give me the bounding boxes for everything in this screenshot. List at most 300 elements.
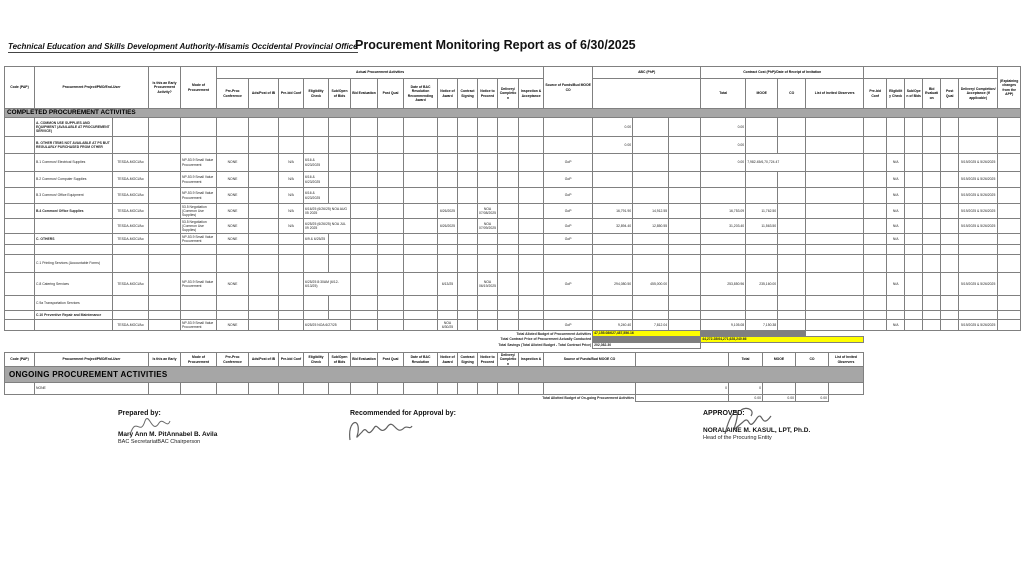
cell: Total Savings (Total Alloted Budget - Total Contract Price) — [498, 343, 592, 348]
cell — [633, 137, 669, 154]
cell — [279, 311, 304, 320]
cell — [941, 154, 959, 172]
cell — [864, 172, 887, 188]
cell — [351, 320, 378, 331]
cell: N/A — [279, 188, 304, 204]
cell — [279, 245, 304, 255]
cell — [796, 383, 829, 395]
section-band: COMPLETED PROCUREMENT ACTIVITIES — [5, 109, 1021, 118]
cell — [864, 296, 887, 311]
cell — [887, 137, 905, 154]
column-header: Pre-Proc Conference — [217, 353, 249, 367]
header-group-row — [5, 67, 1021, 79]
cell — [5, 245, 35, 255]
cell — [923, 234, 941, 245]
approved-role: Head of the Procuring Entity — [703, 435, 772, 441]
cell: B.1 Common/ Electrical Supplies — [35, 154, 113, 172]
cell — [519, 245, 544, 255]
cell: NONE — [217, 204, 249, 219]
cell — [35, 219, 113, 234]
cell: NONE — [35, 383, 149, 395]
cell — [181, 311, 217, 320]
cell — [249, 255, 279, 273]
cell — [181, 137, 217, 154]
cell — [149, 273, 181, 296]
cell — [249, 219, 279, 234]
cell — [519, 273, 544, 296]
table-row — [5, 311, 1021, 320]
cell — [351, 172, 378, 188]
cell — [351, 296, 378, 311]
cell — [864, 154, 887, 172]
cell — [113, 118, 149, 137]
column-header: (Explaining changes from the APP) — [998, 67, 1021, 109]
column-header: Source of Funds/Bud MOOE CO — [544, 353, 636, 367]
cell: N/A — [887, 172, 905, 188]
cell — [544, 311, 593, 320]
cell: 11,762.50 — [746, 204, 778, 219]
cell — [404, 188, 438, 204]
column-header: Post Qual — [941, 79, 959, 109]
cell — [149, 137, 181, 154]
cell: 47,155.08/627,487,556.16 — [593, 331, 701, 337]
cell — [5, 234, 35, 245]
cell — [458, 320, 478, 331]
cell: C.9a Transportation Services — [35, 296, 113, 311]
cell — [941, 118, 959, 137]
cell — [5, 118, 35, 137]
cell — [923, 255, 941, 273]
cell: 0.00 — [763, 395, 796, 402]
cell — [304, 311, 329, 320]
recommended-block — [350, 410, 570, 417]
cell — [404, 137, 438, 154]
cell: 44,272.28/64,271,628,240.66 — [701, 337, 864, 343]
cell — [544, 118, 593, 137]
column-header: Sub/Open of Bids — [329, 353, 351, 367]
cell — [279, 118, 304, 137]
cell — [864, 245, 887, 255]
cell — [905, 296, 923, 311]
cell — [669, 137, 701, 154]
cell — [378, 296, 404, 311]
cell — [864, 343, 887, 349]
cell — [941, 219, 959, 234]
cell — [941, 311, 959, 320]
cell — [217, 255, 249, 273]
cell — [636, 395, 729, 402]
cell — [249, 188, 279, 204]
column-header: Bid Evaluation — [351, 79, 378, 109]
cell — [149, 118, 181, 137]
cell — [829, 383, 864, 395]
cell — [669, 255, 701, 273]
column-header: Eligibility Check — [887, 79, 905, 109]
cell — [941, 204, 959, 219]
recommended-label: Recommended for Approval by: — [350, 410, 456, 417]
cell — [864, 67, 998, 79]
cell: N/A — [279, 219, 304, 234]
cell: C.8 Catering Services — [35, 273, 113, 296]
cell — [778, 311, 806, 320]
cell: 6/16 & 6/23/2025 — [304, 154, 329, 172]
cell — [544, 383, 636, 395]
cell — [519, 383, 544, 395]
cell — [746, 137, 778, 154]
cell — [669, 188, 701, 204]
cell — [329, 245, 351, 255]
cell — [458, 311, 478, 320]
cell — [478, 383, 498, 395]
cell — [941, 320, 959, 331]
cell — [217, 311, 249, 320]
cell: C.1 Printing Services (Accountable Forms) — [35, 255, 113, 273]
column-header: Code (PAP) — [5, 353, 35, 367]
cell — [378, 204, 404, 219]
cell: 11,563.50 — [746, 219, 778, 234]
cell: N/A — [887, 273, 905, 296]
column-header: Ads/Post of IB — [249, 79, 279, 109]
cell — [806, 311, 864, 320]
cell — [593, 154, 633, 172]
cell: C.10 Preventive Repair and Maintenance — [35, 311, 113, 320]
cell — [959, 245, 998, 255]
cell — [746, 188, 778, 204]
cell — [378, 219, 404, 234]
cell — [249, 172, 279, 188]
cell — [778, 255, 806, 273]
cell — [458, 118, 478, 137]
cell — [5, 219, 35, 234]
cell — [544, 245, 593, 255]
cell — [438, 118, 458, 137]
cell — [746, 172, 778, 188]
cell: NOA 07/09/2025 — [478, 219, 498, 234]
cell — [5, 255, 35, 273]
cell — [778, 137, 806, 154]
cell — [351, 154, 378, 172]
cell — [746, 296, 778, 311]
cell — [806, 245, 864, 255]
column-header: MOOE — [763, 353, 796, 367]
cell — [304, 245, 329, 255]
cell: 0.00 — [796, 395, 829, 402]
cell — [905, 118, 923, 137]
cell — [998, 311, 1021, 320]
cell — [778, 296, 806, 311]
column-header: Procurement Project/PMO/End-User — [35, 67, 149, 109]
cell: N/A — [279, 204, 304, 219]
cell — [149, 188, 181, 204]
cell — [458, 188, 478, 204]
cell — [279, 383, 304, 395]
cell — [458, 245, 478, 255]
cell: 6/9 & 6/25/25 — [304, 234, 329, 245]
cell: NP-53.9 Small Value Procurement — [181, 154, 217, 172]
column-header: Mode of Procurement — [181, 353, 217, 367]
cell — [249, 154, 279, 172]
cell — [864, 311, 887, 320]
cell — [593, 255, 633, 273]
cell: 0 — [636, 383, 729, 395]
cell — [887, 296, 905, 311]
cell: NONE — [217, 172, 249, 188]
cell — [498, 137, 519, 154]
cell — [701, 311, 746, 320]
column-header: Notice of Award — [438, 79, 458, 109]
cell — [959, 343, 998, 349]
cell — [181, 255, 217, 273]
cell — [351, 383, 378, 395]
cell — [458, 219, 478, 234]
cell — [5, 311, 35, 320]
cell — [304, 296, 329, 311]
cell — [458, 234, 478, 245]
cell — [304, 383, 329, 395]
cell — [806, 188, 864, 204]
cell — [438, 296, 458, 311]
cell — [864, 219, 887, 234]
cell: Contract Cost (PhP)/Date of Receipt of Invitation — [701, 67, 864, 79]
cell — [378, 273, 404, 296]
cell — [458, 255, 478, 273]
cell — [249, 383, 279, 395]
cell — [378, 245, 404, 255]
cell — [458, 137, 478, 154]
cell: 31,203.40 — [701, 219, 746, 234]
table-row — [5, 188, 1021, 204]
cell — [217, 383, 249, 395]
cell — [181, 118, 217, 137]
cell — [249, 118, 279, 137]
cell — [458, 154, 478, 172]
cell: Actual Procurement Activities — [217, 67, 544, 79]
cell — [593, 245, 633, 255]
cell — [701, 296, 746, 311]
cell — [998, 255, 1021, 273]
cell — [746, 343, 778, 349]
cell — [329, 188, 351, 204]
cell: 253,850.96 — [701, 273, 746, 296]
cell — [998, 204, 1021, 219]
cell: NONE — [217, 219, 249, 234]
cell — [5, 154, 35, 172]
cell — [519, 204, 544, 219]
cell — [633, 296, 669, 311]
cell: NP-53.9 Small Value Procurement — [181, 172, 217, 188]
cell — [519, 296, 544, 311]
cell — [746, 311, 778, 320]
cell — [304, 255, 329, 273]
cell — [701, 255, 746, 273]
column-header: Post Qual — [378, 353, 404, 367]
total-ongoing-row — [5, 395, 864, 402]
cell — [923, 311, 941, 320]
cell: Total Alloted Budget of Procurement Activities — [516, 331, 592, 336]
cell — [669, 296, 701, 311]
cell — [746, 118, 778, 137]
cell — [458, 172, 478, 188]
cell: 0.00 — [729, 395, 763, 402]
cell: NONE — [217, 154, 249, 172]
cell — [905, 219, 923, 234]
cell: 0.00 — [701, 118, 746, 137]
column-header: Total — [701, 79, 746, 109]
cell: 5/19/2025 & 5/26/2025 — [959, 219, 998, 234]
cell: NP-53.9 Small Value Procurement — [181, 234, 217, 245]
cell — [149, 234, 181, 245]
cell: B.3 Common/ Office Equipment — [35, 188, 113, 204]
cell — [404, 172, 438, 188]
cell — [806, 172, 864, 188]
cell — [905, 137, 923, 154]
report-title: Procurement Monitoring Report as of 6/30/2025 — [355, 38, 636, 52]
column-header: Procurement Project/PMO/End-User — [35, 353, 149, 367]
cell — [778, 343, 806, 349]
cell — [458, 273, 478, 296]
cell — [404, 311, 438, 320]
cell — [404, 219, 438, 234]
cell: NONE — [217, 188, 249, 204]
table-row — [5, 219, 1021, 234]
cell: B.4 Common/ Office Supplies — [35, 204, 113, 219]
cell — [149, 383, 181, 395]
cell — [378, 255, 404, 273]
column-header: Date of BAC Resolution — [404, 353, 438, 367]
cell — [669, 311, 701, 320]
cell — [5, 204, 35, 219]
cell: 32,894.40 — [593, 219, 633, 234]
cell — [806, 137, 864, 154]
cell — [404, 320, 438, 331]
cell: NP-53.9 Small Value Procurement — [181, 188, 217, 204]
column-header: Is this an Early Procurement Activity? — [149, 67, 181, 109]
cell: 6/16 & 6/23/2025 — [304, 172, 329, 188]
cell — [544, 255, 593, 273]
column-header: Notice to Proceed — [478, 353, 498, 367]
cell — [113, 311, 149, 320]
cell — [249, 245, 279, 255]
column-header: Inspection & — [519, 353, 544, 367]
table-row — [5, 273, 1021, 296]
cell — [633, 172, 669, 188]
cell — [404, 296, 438, 311]
cell — [351, 188, 378, 204]
cell — [633, 234, 669, 245]
cell — [746, 234, 778, 245]
cell — [923, 296, 941, 311]
cell: 0.00 — [701, 137, 746, 154]
cell — [905, 311, 923, 320]
cell — [864, 204, 887, 219]
cell — [923, 172, 941, 188]
cell — [498, 188, 519, 204]
cell — [478, 118, 498, 137]
cell — [959, 118, 998, 137]
cell: 6/25/25 NOA 6/27/25 — [304, 320, 351, 331]
column-header: Sub/Open of Bids — [329, 79, 351, 109]
cell — [498, 172, 519, 188]
cell — [593, 311, 633, 320]
cell — [249, 311, 279, 320]
cell — [149, 219, 181, 234]
cell — [329, 383, 351, 395]
cell — [959, 234, 998, 245]
total-savings-row — [5, 343, 1021, 349]
cell — [519, 234, 544, 245]
cell — [806, 234, 864, 245]
cell — [378, 311, 404, 320]
cell: NOA 6/30/25 — [438, 320, 458, 331]
cell — [149, 311, 181, 320]
cell — [778, 273, 806, 296]
table-row — [5, 154, 1021, 172]
cell: NP-53.9 Small Value Procurement — [181, 273, 217, 296]
cell: NP-53.9 Small Value Procurement — [181, 320, 217, 331]
cell — [829, 395, 864, 402]
cell — [378, 154, 404, 172]
cell — [806, 219, 864, 234]
cell — [519, 255, 544, 273]
cell — [669, 234, 701, 245]
cell — [746, 255, 778, 273]
cell — [633, 154, 669, 172]
cell — [478, 234, 498, 245]
org-title: Technical Education and Skills Development Authority-Misamis Occidental Provincial Office — [8, 42, 358, 51]
header-label-row — [5, 353, 864, 367]
cell: 5/19/2025 & 5/26/2025 — [959, 204, 998, 219]
cell — [181, 296, 217, 311]
cell — [5, 137, 35, 154]
cell — [941, 296, 959, 311]
cell — [941, 273, 959, 296]
cell — [763, 383, 796, 395]
cell — [887, 311, 905, 320]
table-row — [5, 109, 1021, 118]
cell — [378, 172, 404, 188]
cell — [5, 296, 35, 311]
cell — [329, 234, 351, 245]
column-header — [593, 79, 701, 109]
cell — [669, 172, 701, 188]
column-header: Is this an Early — [149, 353, 181, 367]
cell: 6/26/2025 — [438, 219, 458, 234]
cell: A. COMMON USE SUPPLIES AND EQUIPMENT (AVAILABLE AT PROCUREMENT SERVICE) — [35, 118, 113, 137]
cell — [351, 311, 378, 320]
table-row — [5, 172, 1021, 188]
cell — [351, 245, 378, 255]
cell — [304, 118, 329, 137]
column-header: Source of Funds/Bud MOOE CO — [544, 67, 593, 109]
cell: 53.5 Negotiation (Common Use Supplies) — [181, 219, 217, 234]
cell — [498, 273, 519, 296]
cell: TESDA-MOCI/Ao — [113, 273, 149, 296]
cell — [404, 118, 438, 137]
cell — [941, 188, 959, 204]
cell — [778, 219, 806, 234]
table-row — [5, 296, 1021, 311]
cell: GoP — [544, 219, 593, 234]
column-header: Code (PAP) — [5, 67, 35, 109]
cell — [778, 204, 806, 219]
cell — [941, 343, 959, 349]
cell — [593, 172, 633, 188]
cell: 12,850.55 — [633, 219, 669, 234]
cell — [498, 245, 519, 255]
cell — [478, 311, 498, 320]
cell: ABC (PhP) — [593, 67, 701, 79]
cell — [279, 234, 304, 245]
